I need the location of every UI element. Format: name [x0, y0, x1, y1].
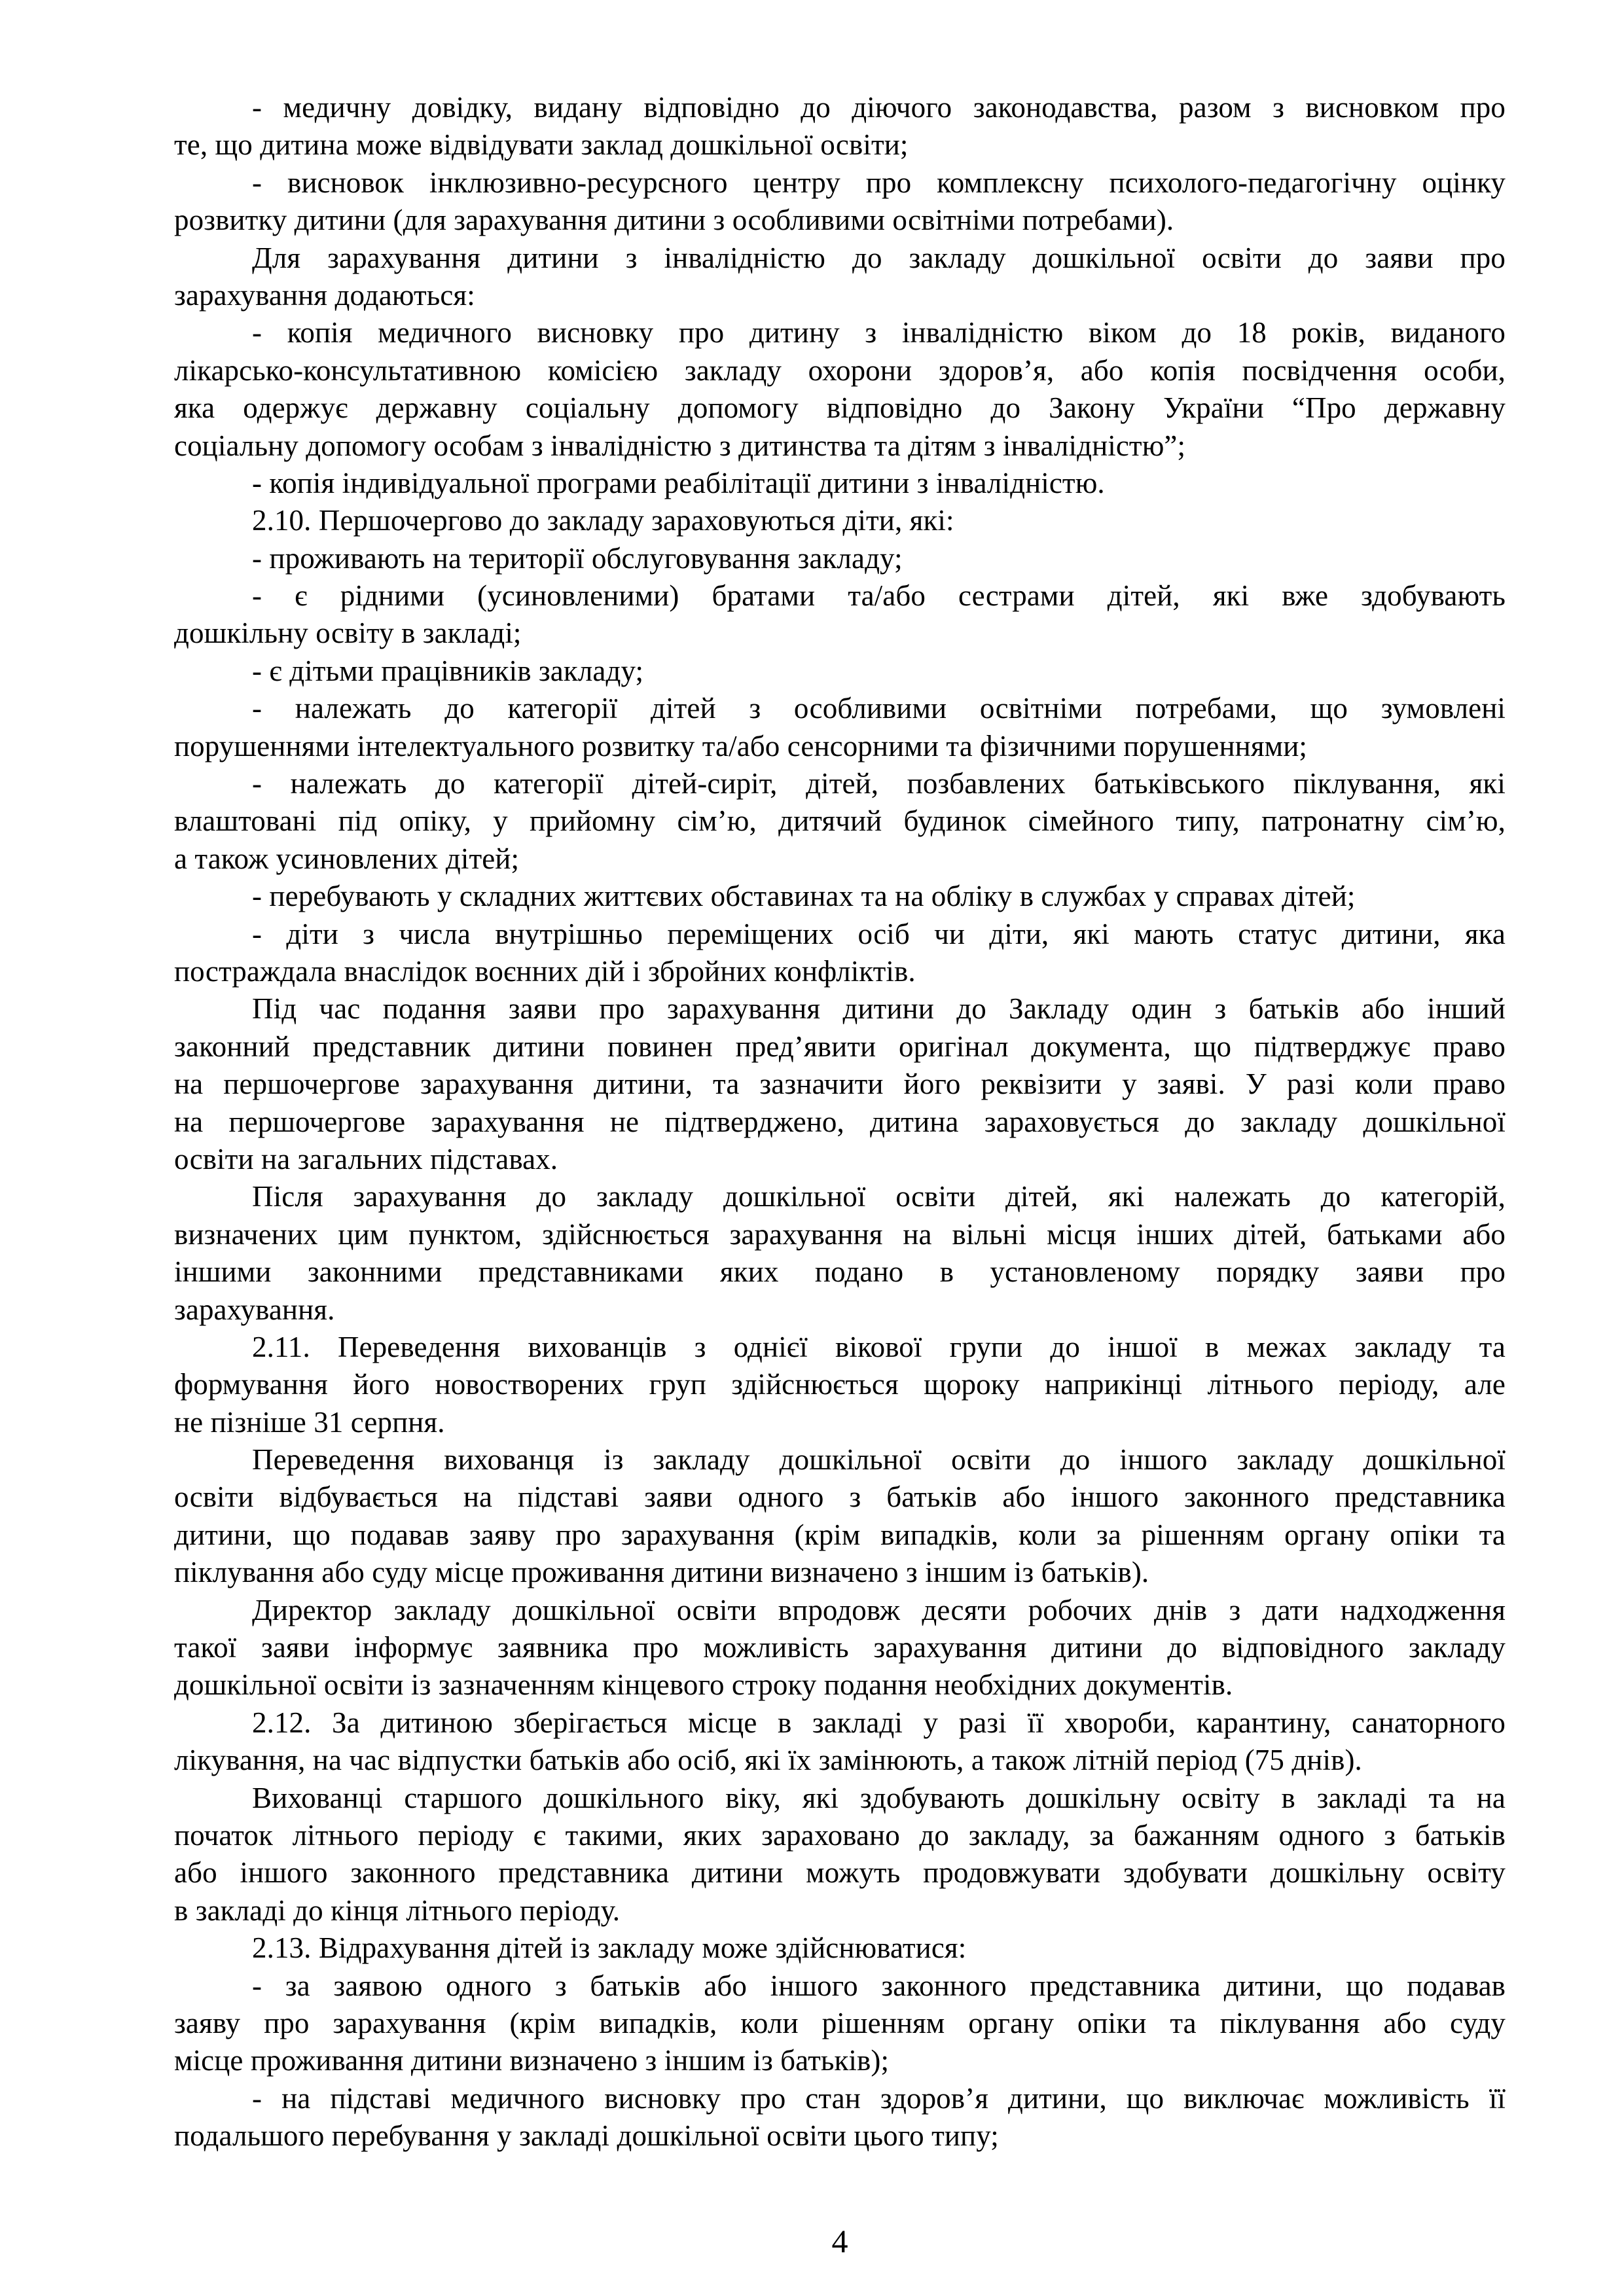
text-line: піклування або суду місце проживання дитини визначено з іншим із батьків).	[174, 1556, 1149, 1589]
text-line: місце проживання дитини визначено з іншим із батьків);	[174, 2044, 890, 2077]
page-number: 4	[831, 2223, 848, 2259]
text-line: визначених цим пунктом, здійснюється зарахування на вільні місця інших дітей, батьками або	[174, 1217, 1506, 1251]
paragraph	[174, 1704, 1506, 1780]
paragraph	[174, 1329, 1506, 1441]
text-line: - висновок інклюзивно-ресурсного центру про комплексну психолого-педагогічну оцінку	[252, 166, 1506, 199]
text-line: лікування, на час відпустки батьків або осіб, які їх замінюють, а також літній період (75 днів).	[174, 1744, 1362, 1777]
text-line: яка одержує державну соціальну допомогу відповідно до Закону України “Про державну	[174, 391, 1506, 425]
text-line: дошкільної освіти із зазначенням кінцевого строку подання необхідних документів.	[174, 1668, 1233, 1702]
text-line: в закладі до кінця літнього періоду.	[174, 1893, 621, 1927]
paragraph	[174, 1780, 1506, 1930]
paragraph	[174, 690, 1506, 765]
text-line: Переведення вихованця із закладу дошкільної освіти до іншого закладу дошкільної	[252, 1443, 1506, 1477]
text-line: - за заявою одного з батьків або іншого законного представника дитини, що подавав	[252, 1969, 1506, 2002]
text-line: на першочергове зарахування не підтверджено, дитина зараховується до закладу дошкільної	[174, 1105, 1506, 1138]
text-line: Директор закладу дошкільної освіти впродовж десяти робочих днів з дати надходження	[252, 1593, 1506, 1626]
text-line: освіти на загальних підставах.	[174, 1142, 558, 1175]
text-line: - копія індивідуальної програми реабілітації дитини з інвалідністю.	[252, 466, 1105, 499]
text-line: зарахування.	[174, 1293, 335, 1326]
text-line: постраждала внаслідок воєнних дій і збройних конфліктів.	[174, 954, 916, 988]
paragraph	[174, 2080, 1506, 2155]
text-line: подальшого перебування у закладі дошкільної освіти цього типу;	[174, 2119, 999, 2153]
text-line: 2.11. Переведення вихованців з однієї вікової групи до іншої в межах закладу та	[252, 1330, 1506, 1363]
text-line: освіти відбувається на підставі заяви одного з батьків або іншого законного представника	[174, 1480, 1506, 1514]
text-line: а також усиновлених дітей;	[174, 842, 520, 875]
paragraph	[174, 765, 1506, 878]
text-line: іншими законними представниками яких подано в установленому порядку заяви про	[174, 1255, 1506, 1289]
text-line: 2.12. За дитиною зберігається місце в закладі у разі її хвороби, карантину, санаторного	[252, 1706, 1506, 1739]
paragraph	[174, 1178, 1506, 1329]
paragraph	[174, 502, 1506, 539]
paragraph	[174, 990, 1506, 1178]
text-line: - є дітьми працівників закладу;	[252, 654, 644, 687]
text-line: Під час подання заяви про зарахування дитини до Закладу один з батьків або інший	[252, 992, 1506, 1026]
paragraph	[174, 540, 1506, 577]
paragraph	[174, 1441, 1506, 1592]
text-line: не пізніше 31 серпня.	[174, 1405, 445, 1439]
text-line: порушеннями інтелектуального розвитку та/або сенсорними та фізичними порушеннями;	[174, 729, 1307, 762]
text-line: - на підставі медичного висновку про стан здоров’я дитини, що виключає можливість її	[252, 2081, 1506, 2115]
paragraph	[174, 164, 1506, 240]
text-line: 2.13. Відрахування дітей із закладу може здійснюватися:	[252, 1931, 967, 1965]
text-line: - копія медичного висновку про дитину з інвалідністю віком до 18 років, виданого	[252, 316, 1506, 350]
paragraph	[174, 878, 1506, 915]
text-line: Для зарахування дитини з інвалідністю до закладу дошкільної освіти до заяви про	[252, 241, 1506, 274]
paragraph	[174, 916, 1506, 991]
text-line: такої заяви інформує заявника про можливість зарахування дитини до відповідного закладу	[174, 1631, 1506, 1664]
text-line: дитини, що подавав заяву про зарахування (крім випадків, коли за рішенням органу опіки та	[174, 1518, 1506, 1551]
document-text	[174, 89, 1506, 2155]
paragraph	[174, 314, 1506, 465]
text-line: дошкільну освіту в закладі;	[174, 617, 522, 650]
text-line: законний представник дитини повинен пред’явити оригінал документа, що підтверджує право	[174, 1030, 1506, 1063]
text-line: - належать до категорії дітей з особливими освітніми потребами, що зумовлені	[252, 692, 1506, 725]
text-line: розвитку дитини (для зарахування дитини з особливими освітніми потребами).	[174, 204, 1174, 237]
text-line: лікарсько-консультативною комісією закладу охорони здоров’я, або копія посвідчення особи,	[174, 353, 1506, 387]
text-line: заяву про зарахування (крім випадків, коли рішенням органу опіки та піклування або суду	[174, 2006, 1506, 2039]
text-line: влаштовані під опіку, у прийомну сім’ю, дитячий будинок сімейного типу, патронатну сім’ю,	[174, 804, 1506, 838]
text-line: - належать до категорії дітей-сиріт, дітей, позбавлених батьківського піклування, які	[252, 767, 1506, 800]
text-line: Після зарахування до закладу дошкільної освіти дітей, які належать до категорій,	[252, 1180, 1506, 1213]
text-line: початок літнього періоду є такими, яких зараховано до закладу, за бажанням одного з батьків	[174, 1818, 1506, 1852]
paragraph	[174, 89, 1506, 164]
paragraph	[174, 577, 1506, 653]
paragraph	[174, 465, 1506, 502]
paragraph	[174, 240, 1506, 315]
text-line: те, що дитина може відвідувати заклад дошкільної освіти;	[174, 128, 909, 162]
text-line: - перебувають у складних життєвих обставинах та на обліку в службах у справах дітей;	[252, 880, 1356, 913]
text-line: соціальну допомогу особам з інвалідністю з дитинства та дітям з інвалідністю”;	[174, 429, 1186, 462]
text-line: Вихованці старшого дошкільного віку, які здобувають дошкільну освіту в закладі та на	[252, 1781, 1506, 1814]
paragraph	[174, 1929, 1506, 1967]
paragraph	[174, 1967, 1506, 2080]
paragraph	[174, 653, 1506, 690]
text-line: на першочергове зарахування дитини, та зазначити його реквізити у заяві. У разі коли право	[174, 1067, 1506, 1101]
text-line: формування його новостворених груп здійснюється щороку наприкінці літнього періоду, але	[174, 1368, 1506, 1401]
text-line: 2.10. Першочергово до закладу зараховуються діти, які:	[252, 504, 954, 537]
text-line: - медичну довідку, видану відповідно до діючого законодавства, разом з висновком про	[252, 91, 1506, 124]
paragraph	[174, 1592, 1506, 1704]
text-line: або іншого законного представника дитини можуть продовжувати здобувати дошкільну освіту	[174, 1856, 1506, 1890]
text-line: зарахування додаються:	[174, 278, 475, 312]
text-line: - є рідними (усиновленими) братами та/або сестрами дітей, які вже здобувають	[252, 579, 1506, 613]
text-line: - проживають на території обслуговування закладу;	[252, 541, 903, 575]
text-line: - діти з числа внутрішньо переміщених осіб чи діти, які мають статус дитини, яка	[252, 917, 1506, 950]
